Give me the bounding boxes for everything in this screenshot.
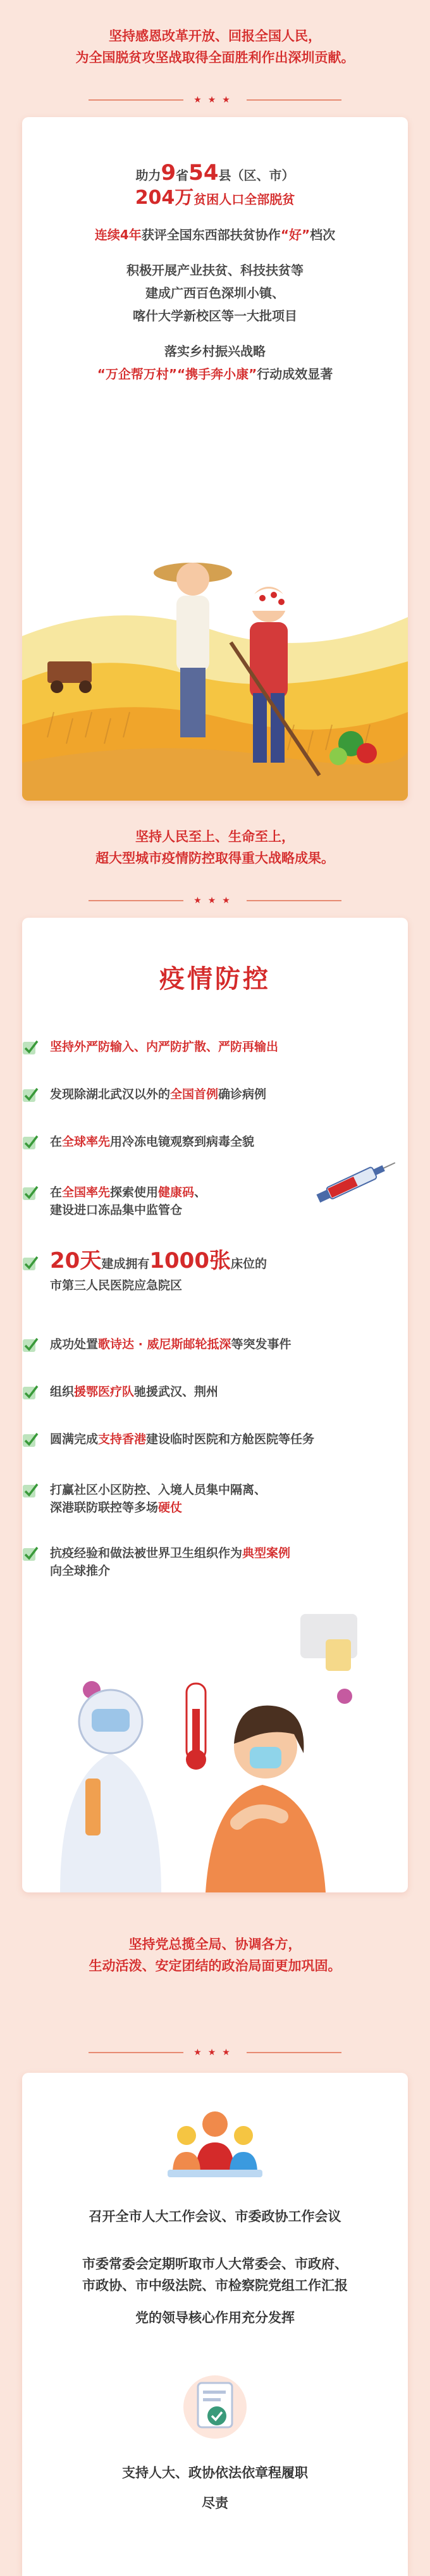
banner-poverty [25, 25, 405, 68]
item-text: 组织 [50, 1385, 75, 1399]
eval-end: 档次 [310, 227, 336, 242]
item-text: 在 [50, 1135, 63, 1149]
banner-politics [25, 1934, 405, 1977]
proj-line: 积极开展产业扶贫、科技扶贫等 [126, 263, 304, 278]
poverty-stats [22, 161, 408, 385]
epidemic-item [22, 1383, 376, 1401]
rural-line2 [22, 363, 408, 385]
epidemic-item [22, 1038, 376, 1056]
epidemic-item-hospital [22, 1250, 376, 1296]
item-text: 、 [194, 1185, 207, 1199]
hosp-days: 20天 [50, 1248, 102, 1273]
politics-p3: 党的领导核心作用充分发挥 [135, 2310, 295, 2325]
eval-good: “好” [280, 227, 310, 242]
item-text: 成功处置 [50, 1337, 99, 1351]
help-line [22, 161, 408, 187]
politics-p2 [22, 2253, 408, 2296]
check-icon [22, 1087, 39, 1103]
p4-line: 尽责 [202, 2496, 228, 2511]
item-text: 建成拥有 [101, 1257, 150, 1271]
item-text: 建设临时医院和方舱医院等任务 [146, 1432, 315, 1446]
farm-illustration [22, 535, 408, 801]
p4-line: 支持人大、政协依法依章程履职 [122, 2465, 308, 2480]
item-text: 床位的 [230, 1257, 267, 1271]
item-text: 用冷冻电镜观察到病毒全貌 [110, 1135, 255, 1149]
item-text: 探索使用 [110, 1185, 159, 1199]
eval-mid: 获评全国东西部扶贫协作 [141, 227, 281, 242]
poverty-card [22, 117, 408, 801]
politics-p1: 召开全市人大工作会议、市委政协工作会议 [89, 2209, 341, 2224]
item-highlight: 典型案例 [242, 1546, 291, 1560]
banner-line: 坚持感恩改革开放、回报全国人民， [109, 28, 321, 44]
item-highlight: 歌诗达 · 威尼斯邮轮抵深 [98, 1337, 231, 1351]
proj-line: 建成广西百色深圳小镇、 [145, 285, 285, 301]
item-highlight: 支持香港 [98, 1432, 147, 1446]
medical-illustration [22, 1614, 408, 1892]
epidemic-item [22, 1133, 376, 1151]
check-icon [22, 1482, 39, 1499]
epidemic-item [22, 1544, 376, 1580]
help-mid: 省 [176, 168, 189, 183]
banner-line: 生动活泼、安定团结的政治局面更加巩固。 [89, 1958, 341, 1973]
check-icon [22, 1134, 39, 1151]
banner-epidemic [25, 826, 405, 869]
poor-num: 204万 [135, 187, 194, 209]
item-highlight: 援鄂医疗队 [74, 1385, 135, 1399]
p2-line: 市委常委会定期听取市人大常委会、市政府、 [82, 2256, 348, 2272]
epidemic-card [22, 918, 408, 1892]
p2-line: 市政协、市中级法院、市检察院党组工作汇报 [82, 2278, 348, 2293]
rural-red: “万企帮万村” [97, 366, 177, 382]
syringe-icon [313, 1152, 402, 1209]
item-text: 驰援武汉、荆州 [134, 1385, 219, 1399]
help-num-counties: 54 [188, 160, 219, 185]
item-highlight: 健康码 [158, 1185, 195, 1199]
star-divider: ★★★ [0, 95, 430, 105]
check-icon [22, 1255, 39, 1272]
epidemic-item [22, 1085, 376, 1103]
epidemic-title: 疫情防控 [159, 965, 271, 994]
epidemic-item [22, 1481, 376, 1516]
star-divider: ★★★ [0, 2048, 430, 2058]
item-text: 坚持外严防输入、内严防扩散、严防再输出 [50, 1040, 279, 1054]
help-prefix: 助力 [135, 168, 161, 183]
check-icon [22, 1384, 39, 1401]
item-text: 打赢社区小区防控、入境人员集中隔离、 [50, 1483, 267, 1497]
item-text: 深港联防联控等多场 [50, 1501, 159, 1515]
item-text: 抗疫经验和做法被世界卫生组织作为 [50, 1546, 243, 1560]
item-text: 确诊病例 [218, 1087, 267, 1101]
item-text: 等突发事件 [231, 1337, 292, 1351]
proj-line: 喀什大学新校区等一大批项目 [133, 308, 297, 323]
rural-end: 行动成效显著 [257, 366, 333, 382]
people-group-icon [168, 2108, 262, 2177]
epidemic-item [22, 1335, 376, 1353]
check-icon [22, 1039, 39, 1056]
banner-line: 坚持党总揽全局、协调各方， [128, 1937, 302, 1952]
banner-line: 为全国脱贫攻坚战取得全面胜利作出深圳贡献。 [75, 50, 355, 65]
item-highlight: 硬仗 [158, 1501, 183, 1515]
check-icon [22, 1337, 39, 1353]
item-text: 向全球推介 [50, 1564, 111, 1578]
rural-line: 落实乡村振兴战略 [164, 344, 266, 359]
hosp-beds: 1000张 [149, 1248, 231, 1273]
help-suffix: 县（区、市） [218, 168, 295, 183]
eval-line [22, 223, 408, 246]
item-text: 发现除湖北武汉以外的 [50, 1087, 171, 1101]
rural-red: “携手奔小康” [177, 366, 257, 382]
banner-line: 超大型城市疫情防控取得重大战略成果。 [95, 851, 335, 866]
item-text: 建设进口冻品集中监管仓 [50, 1203, 183, 1217]
politics-card [22, 2073, 408, 2576]
item-highlight: 全国率先 [62, 1185, 111, 1199]
item-text: 在 [50, 1185, 63, 1199]
item-text: 市第三人民医院应急院区 [50, 1279, 183, 1292]
help-num-provinces: 9 [161, 160, 176, 185]
check-icon [22, 1432, 39, 1448]
item-highlight: 全球率先 [62, 1135, 111, 1149]
document-check-icon [180, 2370, 250, 2440]
check-icon [22, 1185, 39, 1201]
epidemic-item [22, 1430, 376, 1448]
politics-p4 [22, 2462, 408, 2514]
eval-red: 连续4年 [94, 227, 142, 242]
item-text: 圆满完成 [50, 1432, 99, 1446]
check-icon [22, 1546, 39, 1562]
item-highlight: 全国首例 [170, 1087, 219, 1101]
banner-line: 坚持人民至上、生命至上， [135, 829, 295, 844]
poor-text: 贫困人口全部脱贫 [194, 192, 295, 207]
star-divider: ★★★ [0, 896, 430, 906]
poor-line [22, 187, 408, 211]
